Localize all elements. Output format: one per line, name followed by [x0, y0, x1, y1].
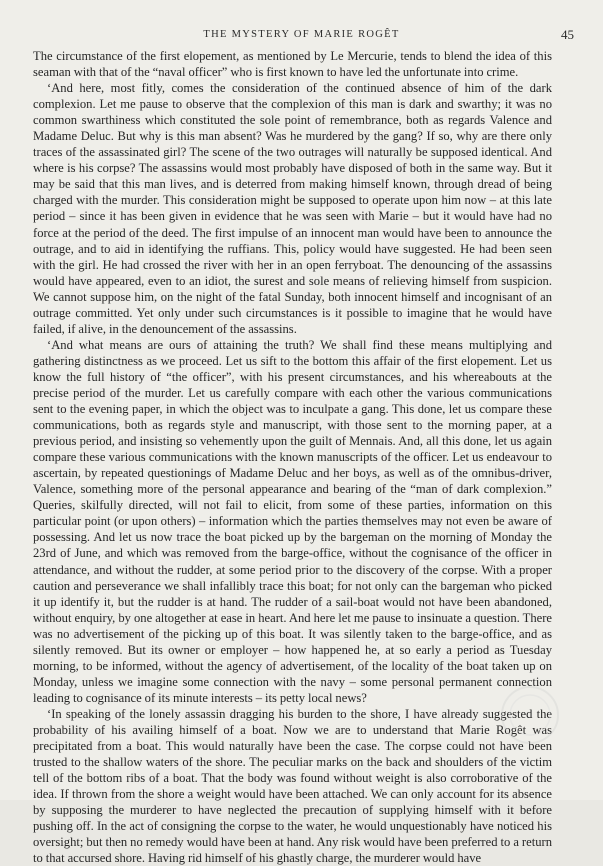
- paragraph: ‘And what means are ours of attaining the truth? We shall find these means multiplying and gathering distinctness as we proceed. Let us sift to the bottom this affair of the first elopement. Let us know the full history of “the officer”, with his present circumstances, and his whereabouts at the precise period of the murder. Let us carefully compare with each other the various communications sent to the evening paper, in which the object was to inculpate a gang. This done, let us compare these communications, both as regards style and manuscript, with those sent to the morning paper, at a previous period, and insisting so vehemently upon the guilt of Mennais. And, all this done, let us again compare these various communications with the known manuscripts of the officer. Let us endeavour to ascertain, by repeated questionings of Madame Deluc and her boys, as well as of the omnibus-driver, Valence, something more of the personal appearance and bearing of the “man of dark complexion.” Queries, skilfully directed, will not fail to elicit, from some of these parties, information on this particular point (or upon others) – information which the parties themselves may not even be aware of possessing. And let us now trace the boat picked up by the bargeman on the morning of Monday the 23rd of June, and which was removed from the barge-office, without the cognisance of the officer in attendance, and without the rudder, at some period prior to the discovery of the corpse. With a proper caution and perseverance we shall infallibly trace this boat; for not only can the bargeman who picked it up identify it, but the rudder is at hand. The rudder of a sail-boat would not have been abandoned, without enquiry, by one altogether at ease in heart. And here let me pause to insinuate a question. There was no advertisement of the picking up of this boat. It was silently taken to the barge-office, and as silently removed. But its owner or employer – how happened he, at so early a period as Tuesday morning, to be informed, without the agency of advertisement, of the locality of the boat taken up on Monday, unless we imagine some connection with the navy – some personal permanent connection leading to cognisance of its minute interests – its petty local news?: [33, 337, 552, 705]
- running-header: THE MYSTERY OF MARIE ROGÊT: [203, 29, 400, 40]
- paragraph: ‘And here, most fitly, comes the consideration of the continued absence of him of the dark complexion. Let me pause to observe that the complexion of this man is dark and swarthy; it was no common swarthiness which constituted the sole point of remembrance, both as regards Valence and Madame Deluc. But why is this man absent? Was he murdered by the gang? If so, why are there only traces of the assassinated girl? The scene of the two outrages will naturally be supposed identical. And where is his corpse? The assassins would most probably have disposed of both in the same way. But it may be said that this man lives, and is deterred from making himself known, through dread of being charged with the murder. This consideration might be supposed to operate upon him now – at this late period – since it has been given in evidence that he was seen with Marie – but it would have had no force at the period of the deed. The first impulse of an innocent man would have been to announce the outrage, and to aid in identifying the ruffians. This, policy would have suggested. He had been seen with the girl. He had crossed the river with her in an open ferryboat. The denouncing of the assassins would have appeared, even to an idiot, the surest and sole means of relieving himself from suspicion. We cannot suppose him, on the night of the fatal Sunday, both innocent himself and incognisant of an outrage committed. Yet only under such circumstances is it possible to imagine that he would have failed, if alive, in the denouncement of the assassins.: [33, 81, 552, 336]
- paragraph: ‘In speaking of the lonely assassin dragging his burden to the shore, I have already suggested the probability of his availing himself of a boat. Now we are to understand that Marie Rogêt was precipitated from a boat. This would naturally have been the case. The corpse could not have been trusted to the shallow waters of the shore. The peculiar marks on the back and shoulders of the victim tell of the bottom ribs of a boat. That the body was found without weight is also corroborative of the idea. If thrown from the shore a weight would have been attached. We can only account for its absence by supposing the murderer to have neglected the precaution of supplying himself with it before pushing off. In the act of consigning the corpse to the water, he would unquestionably have noticed his oversight; but then no remedy would have been at hand. Any risk would have been preferred to a return to that accursed shore. Having rid himself of his ghastly charge, the murderer would have: [33, 706, 552, 866]
- page-number: 45: [561, 27, 574, 42]
- watermark-seal-icon: [470, 675, 590, 755]
- paragraph: The circumstance of the first elopement, as mentioned by Le Mercurie, tends to blend the idea of this seaman with that of the “naval officer” who is first known to have led the unfortunate into crime.: [33, 49, 552, 80]
